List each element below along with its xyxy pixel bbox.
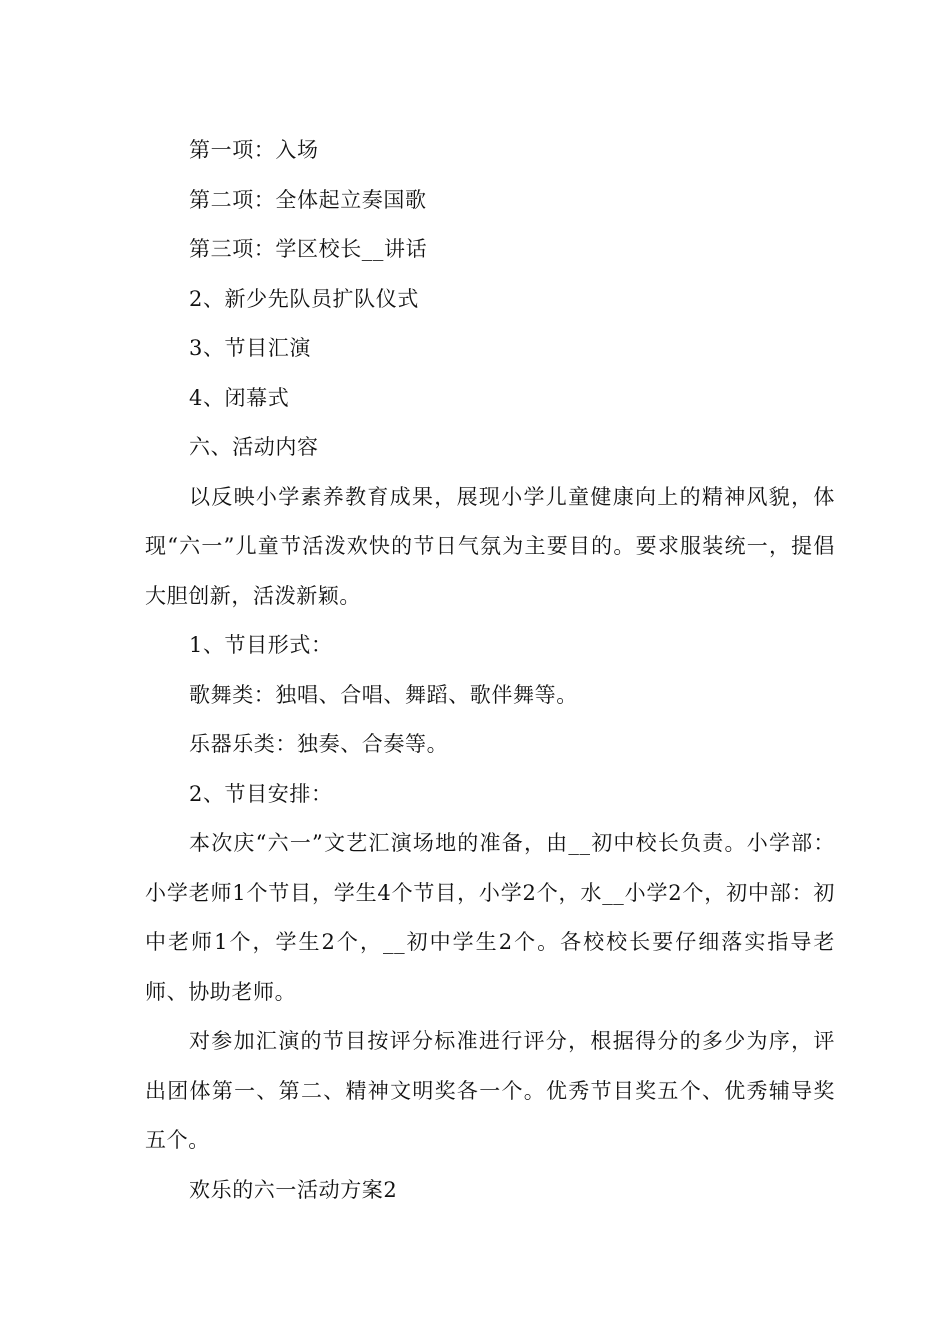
agenda-item-entrance: 第一项：入场 (189, 138, 319, 162)
agenda-item-anthem: 第二项：全体起立奏国歌 (189, 187, 427, 212)
paragraph-arrangement: 本次庆“六一”文艺汇演场地的准备，由__初中校长负责。小学部：小学老师1个节目，学生4个节目，小学2个，水__小学2个，初中部：初中老师1个，学生2个，__初中学生2个。各校校长要仔细落实指导老师、协助老师。 (145, 831, 835, 1004)
list-item-performance: 3、节目汇演 (189, 336, 311, 360)
list-item-song-dance: 歌舞类：独唱、合唱、舞蹈、歌伴舞等。 (189, 682, 578, 707)
list-item-instrumental: 乐器乐类：独奏、合奏等。 (189, 732, 449, 756)
section-title-plan-2: 欢乐的六一活动方案2 (189, 1177, 398, 1202)
agenda-item-speech: 第三项：学区校长__讲话 (189, 237, 428, 261)
subheading-program-arrangement: 2、节目安排： (189, 781, 333, 806)
document-body (145, 126, 835, 1215)
paragraph-purpose: 以反映小学素养教育成果，展现小学儿童健康向上的精神风貌，体现“六一”儿童节活泼欢快的节日气氛为主要目的。要求服装统一，提倡大胆创新，活泼新颖。 (145, 484, 835, 608)
paragraph-scoring: 对参加汇演的节目按评分标准进行评分，根据得分的多少为序，评出团体第一、第二、精神文明奖各一个。优秀节目奖五个、优秀辅导奖五个。 (145, 1029, 835, 1152)
subheading-program-form: 1、节目形式： (189, 633, 333, 657)
list-item-closing: 4、闭幕式 (189, 385, 290, 410)
list-item-pioneer-ceremony: 2、新少先队员扩队仪式 (189, 286, 419, 311)
section-heading-activity-content: 六、活动内容 (189, 435, 319, 459)
